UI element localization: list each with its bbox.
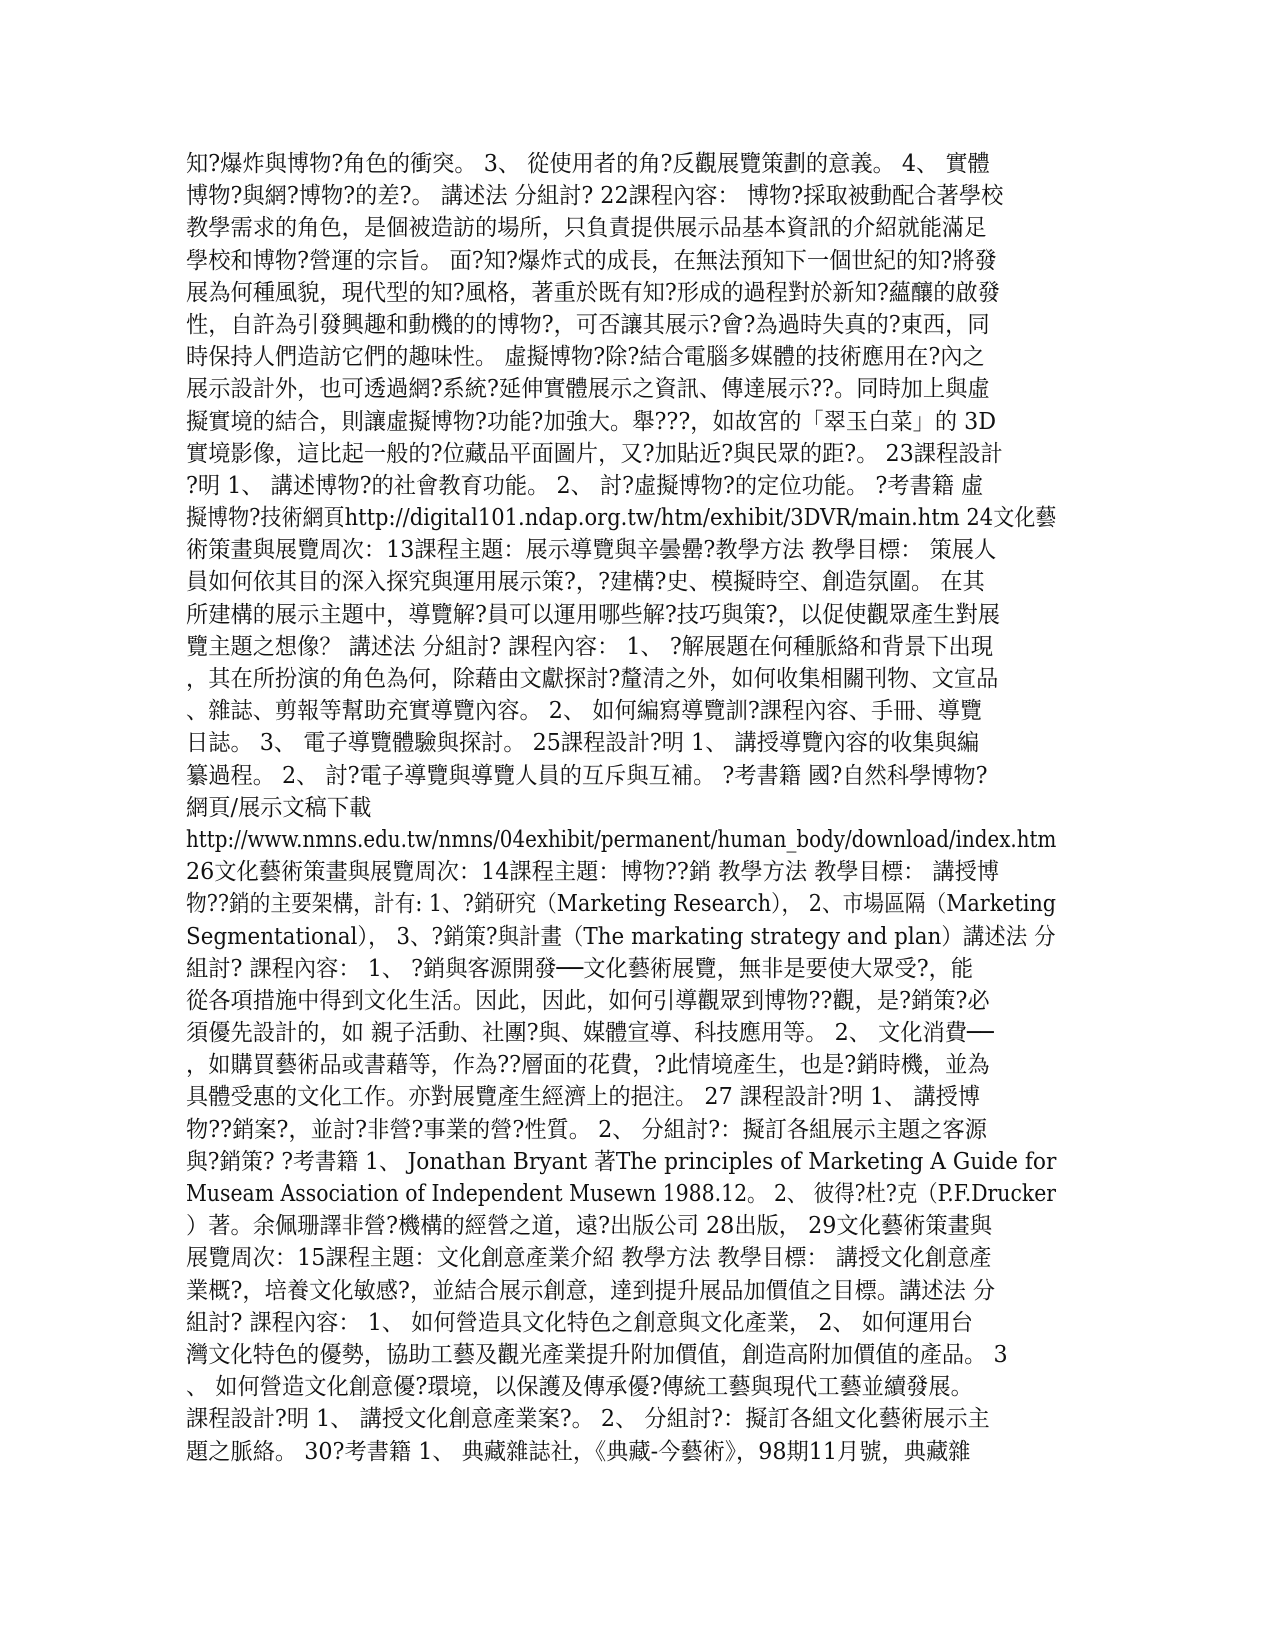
text-line: 學校和博物?營運的宗旨。 面?知?爆炸式的成長，在無法預知下一個世紀的知?將發 [186,247,997,274]
text-line: 須優先設計的，如 親子活動、社團?與、媒體宣導、科技應用等。 2、 文化消費── [186,1020,994,1047]
text-line: 、 如何營造文化創意優?環境，以保護及傳承優?傳統工藝與現代工藝並續發展。 [186,1374,973,1401]
text-line: 擬博物?技術網頁http://digital101.ndap.org.tw/htm/exhibit/3DVR/main.htm 24文化藝 [186,505,1057,532]
text-line: 從各項措施中得到文化生活。因此，因此，如何引導觀眾到博物??觀，是?銷策?必 [186,987,990,1014]
text-line: http://www.nmns.edu.tw/nmns/04exhibit/permanent/human_body/download/index.htm [186,826,1057,853]
text-line: 題之脈絡。 30?考書籍 1、 典藏雜誌社，《典藏-今藝術》，98期11月號，典藏雜 [186,1438,971,1465]
text-line: Segmentational）， 3、?銷策?與計畫（The markating strategy and plan）講述法 分 [186,923,1056,950]
text-line: 物??銷的主要架構，計有: 1、?銷研究（Marketing Research）， 2、市場區隔（Marketing [186,891,1057,918]
text-line: 與?銷策? ?考書籍 1、 Jonathan Bryant 著The principles of Marketing A Guide for [186,1148,1057,1175]
text-line: 展示設計外，也可透過網?系統?延伸實體展示之資訊、傳達展示??。同時加上與虛 [186,376,990,403]
text-line: 日誌。 3、 電子導覽體驗與探討。 25課程設計?明 1、 講授導覽內容的收集與編 [186,730,980,757]
text-line: 業概?，培養文化敏感?，並結合展示創意，達到提升展品加價值之目標。講述法 分 [186,1277,996,1304]
text-line: 教學需求的角色，是個被造訪的場所，只負責提供展示品基本資訊的介紹就能滿足 [186,215,987,242]
text-line: ?明 1、 講述博物?的社會教育功能。 2、 討?虛擬博物?的定位功能。 ?考書籍 虛 [186,472,984,499]
text-line: 具體受惠的文化工作。亦對展覽產生經濟上的挹注。 27 課程設計?明 1、 講授博 [186,1084,981,1111]
text-line: 組討? 課程內容： 1、 如何營造具文化特色之創意與文化產業， 2、 如何運用台 [186,1309,974,1336]
text-line: 時保持人們造訪它們的趣味性。 虛擬博物?除?結合電腦多媒體的技術應用在?內之 [186,344,985,371]
text-line: Museam Association of Independent Musewn 1988.12。 2、 彼得?杜?克（P.F.Drucker [186,1181,1057,1207]
text-line: 灣文化特色的優勢，協助工藝及觀光產業提升附加價值，創造高附加價值的產品。 3 [186,1341,1008,1368]
text-line: 組討? 課程內容： 1、 ?銷與客源開發──文化藝術展覽，無非是要使大眾受?，能 [186,955,974,982]
text-line: 實境影像，這比起一般的?位藏品平面圖片，又?加貼近?與民眾的距?。 23課程設計 [186,440,1003,467]
text-line: 所建構的展示主題中，導覽解?員可以運用哪些解?技巧與策?，以促使觀眾產生對展 [186,601,1000,628]
text-line: 物??銷案?，並討?非營?事業的營?性質。 2、 分組討?：擬訂各組展示主題之客源 [186,1116,987,1143]
text-line: 26文化藝術策畫與展覽周次：14課程主題：博物??銷 教學方法 教學目標： 講授博 [186,859,1000,886]
text-line: 擬實境的結合，則讓虛擬博物?功能?加強大。舉???，如故宮的「翠玉白菜」的 3D [186,408,997,435]
text-line: ，如購買藝術品或書藉等，作為??層面的花費，?此情境產生，也是?銷時機，並為 [186,1052,990,1079]
text-line: 知?爆炸與博物?角色的衝突。 3、 從使用者的角?反觀展覽策劃的意義。 4、 實體 [186,151,990,177]
body-text [186,148,1086,1468]
text-line: 網頁/展示文稿下載 [186,794,372,821]
text-line: 展為何種風貌，現代型的知?風格，著重於既有知?形成的過程對於新知?蘊釀的啟發 [186,279,1000,306]
text-line: 展覽周次：15課程主題：文化創意產業介紹 教學方法 教學目標： 講授文化創意產 [186,1245,992,1272]
text-line: 員如何依其目的深入探究與運用展示策?，?建構?史、模擬時空、創造氛圍。 在其 [186,569,985,596]
text-line: 纂過程。 2、 討?電子導覽與導覽人員的互斥與互補。 ?考書籍 國?自然科學博物? [186,762,988,789]
text-line: 課程設計?明 1、 講授文化創意產業案?。 2、 分組討?：擬訂各組文化藝術展示主 [186,1406,990,1433]
text-line: 術策畫與展覽周次：13課程主題：展示導覽與辛曇罍?教學方法 教學目標： 策展人 [186,537,997,564]
text-line: 博物?與網?博物?的差?。 講述法 分組討? 22課程內容： 博物?採取被動配合著學校 [186,183,1004,210]
text-line: 覽主題之想像？ 講述法 分組討? 課程內容： 1、 ?解展題在何種脈絡和背景下出現 [186,633,994,660]
text-line: 、雜誌、剪報等幫助充實導覽內容。 2、 如何編寫導覽訓?課程內容、手冊、導覽 [186,698,983,725]
text-line: 性，自許為引發興趣和動機的的博物?，可否讓其展示?會?為過時失真的?東西，同 [186,311,990,338]
text-line: ）著。余佩珊譯非營?機構的經營之道，遠?出版公司 28出版， 29文化藝術策畫與 [186,1213,993,1240]
text-line: ，其在所扮演的角色為何，除藉由文獻探討?釐清之外，如何收集相關刊物、文宣品 [186,666,999,692]
